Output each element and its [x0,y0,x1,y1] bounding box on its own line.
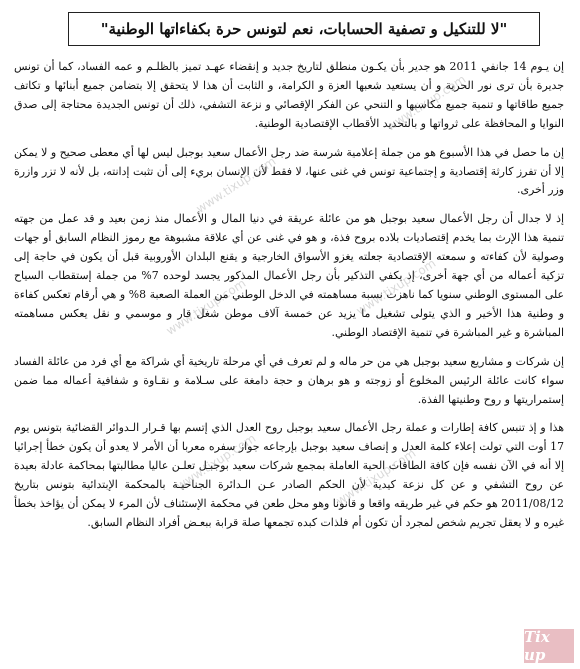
paragraph-media-campaign: إن ما حصل في هذا الأسبوع هو من جملة إعلامية شرسة ضد رجل الأعمال سعيد بوجبل ليس لها أي معطى صحيح و لا يمكن إلا أن تفرز كارثة إقتصادية و إجتماعية تونس في غنى عنها، لا فقط لأن الإنسان بريء إلى أن تثبت إدانته، بل لأنه لا تزر وازرة وزر أخرى. [14,145,564,197]
watermark: www.tixup.com [173,431,259,493]
paragraph-intro: إن يـوم 14 جانفي 2011 هو جدير بأن يكـون منطلق لتاريخ جديد و إنقضاء عهـد تميز بالظلـم و عمه الفساد، كما أن تونس جديرة بأن ترى نور الحرية و أن يستعيد شعبها العزة و الكرامة، و الثابت أن هذا لا يتحقق إلا بتضامن جميع أبنائها و تكاتف جميع طاقاتها و تنمية جميع مكاسبها و التنحي عن الفكر الإقصائي و نزعة التشفي، ذلك أن تونس الجديدة محتاجة إلى صدق النوايا و المحافظة على ثرواتها و بالتحديد الأقطاب الإقتصادية الوطنية. [14,60,565,130]
paragraph-court-ruling: هذا و إذ تنبس كافة إطارات و عملة رجل الأعمال سعيد بوجبل روح العدل الذي إتسم بها قـرار الـدوائر القضائية بتونس يوم 17 أوت التي تولت إعلاء كلمة العدل و إنصاف سعيد بوجبل بإرجاعه جواز سفره معربا أن الأمر لا يعدو أن يكون خطأ إجرائيا إلا أنه في الآن نفسه فإن كافة الطاقات الحية العاملة بمجمع شركات سعيد بوجبـل تعلـن عاليا مطالبتها بمحاكمة عادلة بعيدة عن روح التشفي و عن كل نزعة كيدية لأن الحكم الصادر عـن الـدائرة الجناحيـة بالمحكمة الإبتدائية بتونس بتاريخ 2011/08/12 هو حكم في غير طريقه واقعا و قانونا وهو محل طعن في محكمة الإستئناف لأن المرء لا يمكن أن يؤاخذ بخطأ غيره و لا يعقل تجريم شخص لمجرد أن تكون أم فلذات كبده تجمعها صلة قرابة ببعـض أفراد النظام السابق. [14,421,564,529]
tixup-logo: Tix up [524,629,574,663]
paragraph-family-heritage: إذ لا جدال أن رجل الأعمال سعيد بوجبل هو من عائلة عريقة في دنيا المال و الأعمال منذ زمن بعيد و قد عمل من جهته تنمية هذا الإرث بما يخدم إقتصاديات بلاده بروح فذة، و هو في غنى عن أي علاقة مشبوهة مع رموز النظام السابق أو جهات وصولية لأن كفاءته و سمعته الإقتصادية جعلته يغزو الأسواق الخارجية و يقنع البلدان الأوروبية قبل أن يكون في حاجة إلى تزكية أعماله من أي جهة أخرى، إذ يكفي التذكير بأن رجل الأعمال المذكور يجسد لوحده 7% من جملة إستقطاب السياح على المستوى الوطني سنويا كما ناهزت نسبة مساهمته في الدخل الوطني من العملة الصعبة 8% و هي أرقام تعكس كفاءة و وطنية هذا الأخير و الذي يتولى تشغيل ما يزيد عن خمسة آلاف موطن شغل قار و موسمي و نقل يعكس مساهمته المباشرة و غير المباشرة في تنمية الإقتصاد الوطني. [14,212,564,339]
document-title: "لا للتنكيل و تصفية الحسابات، نعم لتونس حرة بكفاءاتها الوطنية" [68,12,540,46]
watermark: www.tixup.com [353,256,439,318]
watermark: www.tixup.com [193,154,279,216]
watermark: www.tixup.com [333,446,419,508]
paragraph-companies: إن شركات و مشاريع سعيد بوجبل هي من حر ماله و لم تعرف في أي مرحلة تاريخية أي شراكة مع أي فرد من عائلة الفساد سواء كانت عائلة الرئيس المخلوع أو زوجته و هو برهان و حجة دامغة على سـلامة و نقـاوة و شفافية أعماله مما ضمن إستمراريتها و روح وطنيتها الفذة. [14,354,564,406]
watermark: www.tixup.com [163,276,249,338]
document-body [14,58,564,661]
watermark: www.tixup.com [383,72,469,134]
